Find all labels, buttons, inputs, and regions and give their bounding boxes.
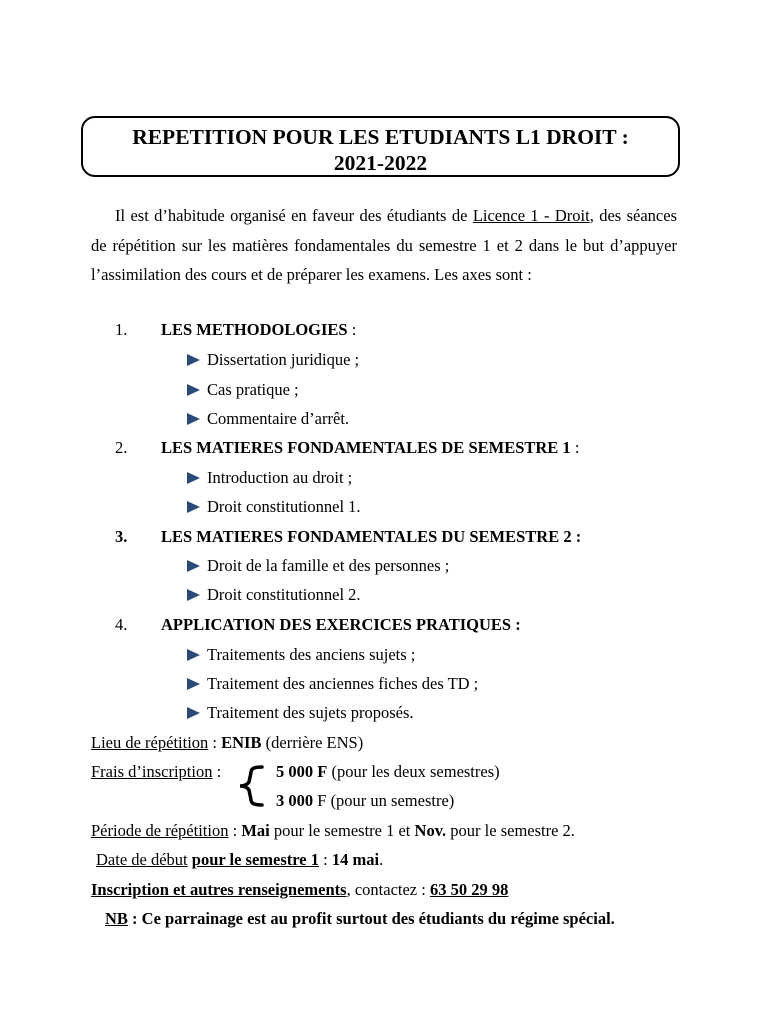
arrow-bullet-icon	[187, 560, 200, 572]
section-1-title: LES METHODOLOGIES :	[161, 320, 357, 339]
intro-licence-link: Licence 1 - Droit	[472, 206, 590, 225]
frais-option-2: 3 000 F (pour un semestre)	[276, 791, 455, 810]
intro-paragraph	[91, 201, 677, 290]
section-4-number: 4.	[115, 615, 128, 634]
intro-text-start: Il est d’habitude organisé en faveur des étudiants de	[115, 206, 473, 225]
section-3-number: 3.	[115, 527, 128, 546]
debut-line: Date de début pour le semestre 1 : 14 mai.	[96, 850, 384, 869]
arrow-bullet-icon	[187, 501, 200, 513]
list-item: Commentaire d’arrêt.	[187, 409, 349, 429]
nb-label: NB	[105, 909, 128, 928]
arrow-bullet-icon	[187, 472, 200, 484]
list-item: Dissertation juridique ;	[187, 350, 359, 370]
periode-label: Période de répétition	[91, 821, 229, 840]
arrow-bullet-icon	[187, 649, 200, 661]
phone-number: 63 50 29 98	[429, 880, 509, 899]
list-item: Traitements des anciens sujets ;	[187, 645, 415, 665]
inscription-line: Inscription et autres renseignements, contactez : 63 50 29 98	[91, 880, 509, 899]
arrow-bullet-icon	[187, 413, 200, 425]
lieu-label: Lieu de répétition	[91, 733, 209, 752]
arrow-bullet-icon	[187, 678, 200, 690]
section-3-title: LES MATIERES FONDAMENTALES DU SEMESTRE 2 :	[161, 527, 582, 546]
curly-brace-icon	[232, 764, 268, 808]
section-4-title: APPLICATION DES EXERCICES PRATIQUES :	[161, 615, 521, 634]
section-1-number: 1.	[115, 320, 128, 339]
section-2-number: 2.	[115, 438, 128, 457]
list-item: Traitement des anciennes fiches des TD ;	[187, 674, 478, 694]
title-line-2: 2021-2022	[333, 151, 428, 175]
nb-line: NB : Ce parrainage est au profit surtout des étudiants du régime spécial.	[105, 909, 615, 928]
lieu-value: ENIB	[221, 733, 262, 752]
debut-label: Date de début	[96, 850, 188, 869]
list-item: Traitement des sujets proposés.	[187, 703, 414, 723]
list-item: Droit constitutionnel 2.	[187, 585, 361, 605]
frais-option-1: 5 000 F (pour les deux semestres)	[276, 762, 500, 781]
section-2-title: LES MATIERES FONDAMENTALES DE SEMESTRE 1 :	[161, 438, 580, 457]
title-box	[81, 116, 680, 177]
lieu-line: Lieu de répétition : ENIB (derrière ENS)	[91, 733, 364, 752]
arrow-bullet-icon	[187, 707, 200, 719]
frais-label-line: Frais d’inscription :	[91, 762, 222, 781]
intro-text-end: , des séances de répétition sur les matières fondamentales du semestre 1 et 2 dans le but d’appuyer l’assimilation des cours et de préparer les examens. Les axes sont :	[91, 206, 677, 284]
arrow-bullet-icon	[187, 354, 200, 366]
title-line-1: REPETITION POUR LES ETUDIANTS L1 DROIT :	[132, 125, 629, 149]
list-item: Droit de la famille et des personnes ;	[187, 556, 449, 576]
periode-line: Période de répétition : Mai pour le semestre 1 et Nov. pour le semestre 2.	[91, 821, 575, 840]
list-item: Droit constitutionnel 1.	[187, 497, 361, 517]
inscription-label: Inscription et autres renseignements	[91, 880, 347, 899]
list-item: Cas pratique ;	[187, 380, 299, 400]
list-item: Introduction au droit ;	[187, 468, 352, 488]
arrow-bullet-icon	[187, 384, 200, 396]
frais-label: Frais d’inscription	[91, 762, 213, 781]
arrow-bullet-icon	[187, 589, 200, 601]
